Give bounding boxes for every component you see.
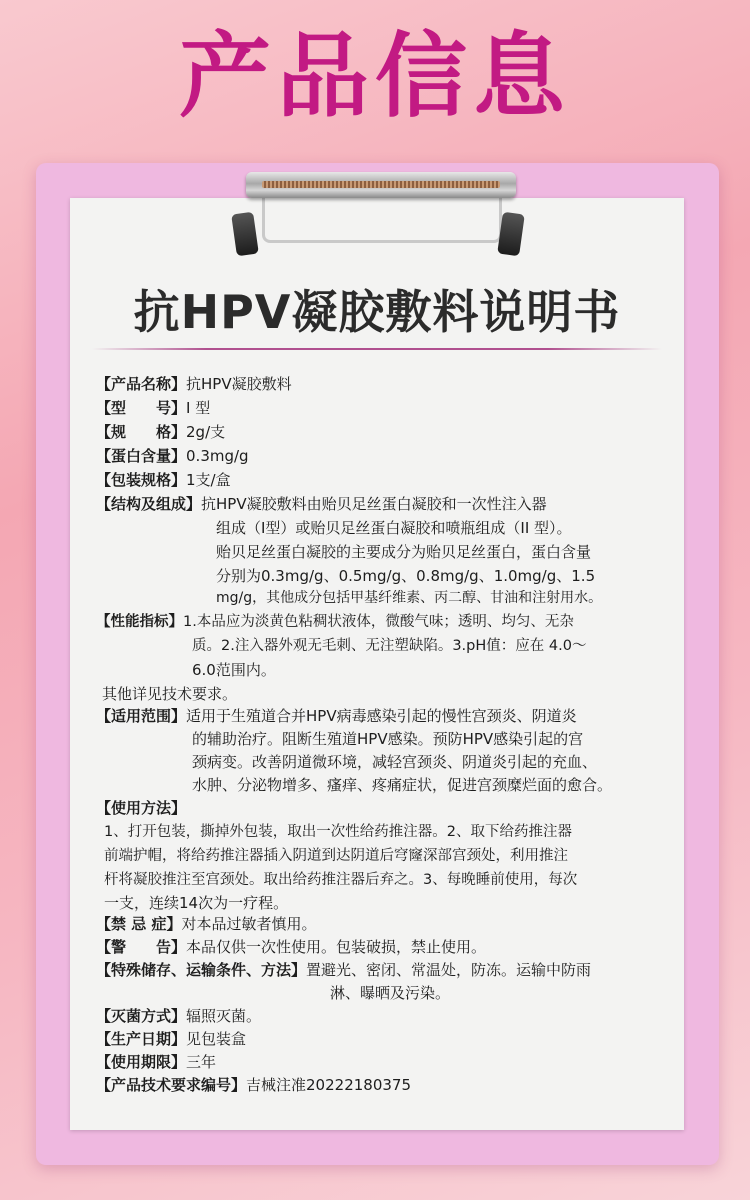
label-warning: 【警 告】 <box>96 938 187 956</box>
value-usage-line-1: 1、打开包装，撕掉外包装，取出一次性给药推注器。2、取下给药推注器 <box>104 824 572 840</box>
field-shelf-life <box>96 1052 216 1072</box>
field-structure <box>96 494 547 514</box>
label-product-name: 【产品名称】 <box>96 375 187 393</box>
value-scope-line-4: 水肿、分泌物增多、瘙痒、疼痛症状，促进宫颈糜烂面的愈合。 <box>192 776 613 794</box>
value-contraindication: 对本品过敏者慎用。 <box>181 915 317 933</box>
value-structure-line-3: 贻贝足丝蛋白凝胶的主要成分为贻贝足丝蛋白，蛋白含量 <box>216 543 592 561</box>
value-structure-line-2: 组成（Ⅰ型）或贻贝足丝蛋白凝胶和喷瓶组成（II 型）。 <box>216 519 572 537</box>
label-model: 【型 号】 <box>96 399 187 417</box>
value-structure-line-5: mg/g，其他成分包括甲基纤维素、丙二醇、甘油和注射用水。 <box>216 590 603 606</box>
value-standard-no: 吉械注准20222180375 <box>246 1076 411 1094</box>
label-contraindication: 【禁 忌 症】 <box>96 915 182 933</box>
field-production-date <box>96 1029 246 1049</box>
value-performance-extra: 其他详见技术要求。 <box>102 685 238 703</box>
value-product-name: 抗HPV凝胶敷料 <box>186 375 292 393</box>
value-structure-line-1: 抗HPV凝胶敷料由贻贝足丝蛋白凝胶和一次性注入器 <box>201 495 547 513</box>
field-storage <box>96 960 591 980</box>
field-protein <box>96 446 249 466</box>
label-scope: 【适用范围】 <box>96 707 187 725</box>
value-package-spec: 1支/盒 <box>186 471 231 489</box>
label-shelf-life: 【使用期限】 <box>96 1053 187 1071</box>
value-shelf-life: 三年 <box>186 1053 217 1071</box>
field-package-spec <box>96 470 231 490</box>
value-structure-line-4: 分别为0.3mg/g、0.5mg/g、0.8mg/g、1.0mg/g、1.5 <box>216 567 596 585</box>
value-spec: 2g/支 <box>186 423 226 441</box>
field-spec <box>96 422 225 442</box>
field-contraindication <box>96 914 316 934</box>
field-scope <box>96 706 577 726</box>
value-storage-line-2: 淋、曝晒及污染。 <box>330 984 451 1002</box>
document-title: 抗HPV凝胶敷料说明书 <box>133 285 621 339</box>
field-usage <box>96 798 186 818</box>
label-storage: 【特殊储存、运输条件、方法】 <box>96 961 307 979</box>
value-performance-line-2: 质。2.注入器外观无毛刺、无注塑缺陷。3.pH值：应在 4.0～ <box>192 638 587 654</box>
value-scope-line-2: 的辅助治疗。阻断生殖道HPV感染。预防HPV感染引起的宫 <box>192 730 584 748</box>
value-usage-line-3: 杆将凝胶推注至宫颈处。取出给药推注器后弃之。3、每晚睡前使用，每次 <box>104 872 578 888</box>
label-sterilization: 【灭菌方式】 <box>96 1007 187 1025</box>
label-protein: 【蛋白含量】 <box>96 447 187 465</box>
value-production-date: 见包装盒 <box>186 1030 247 1048</box>
label-standard-no: 【产品技术要求编号】 <box>96 1076 247 1094</box>
field-warning <box>96 937 486 957</box>
value-usage-line-2: 前端护帽，将给药推注器插入阴道到达阴道后穹窿深部宫颈处，利用推注 <box>104 848 568 864</box>
field-model <box>96 398 210 418</box>
value-scope-line-1: 适用于生殖道合并HPV病毒感染引起的慢性宫颈炎、阴道炎 <box>186 707 577 725</box>
value-scope-line-3: 颈病变。改善阴道微环境，减轻宫颈炎、阴道炎引起的充血、 <box>192 753 598 771</box>
label-spec: 【规 格】 <box>96 423 187 441</box>
field-sterilization <box>96 1006 261 1026</box>
value-warning: 本品仅供一次性使用。包装破损，禁止使用。 <box>186 938 487 956</box>
value-model: I 型 <box>186 399 211 417</box>
banner-title: 产品信息 <box>178 23 571 130</box>
label-performance: 【性能指标】 <box>96 614 183 630</box>
label-package-spec: 【包装规格】 <box>96 471 187 489</box>
value-performance-line-3: 6.0范围内。 <box>192 661 276 679</box>
label-production-date: 【生产日期】 <box>96 1030 187 1048</box>
label-usage: 【使用方法】 <box>96 799 187 817</box>
value-sterilization: 辐照灭菌。 <box>186 1007 262 1025</box>
label-structure: 【结构及组成】 <box>96 495 202 513</box>
value-usage-line-4: 一支，连续14次为一疗程。 <box>104 894 289 912</box>
value-storage-line-1: 置避光、密闭、常温处，防冻。运输中防雨 <box>306 961 592 979</box>
field-product-name <box>96 374 292 394</box>
field-standard-no <box>96 1075 411 1095</box>
value-protein: 0.3mg/g <box>186 447 249 465</box>
value-performance-line-1: 1.本品应为淡黄色粘稠状液体，微酸气味；透明、均匀、无杂 <box>183 614 574 630</box>
field-performance <box>96 612 574 632</box>
